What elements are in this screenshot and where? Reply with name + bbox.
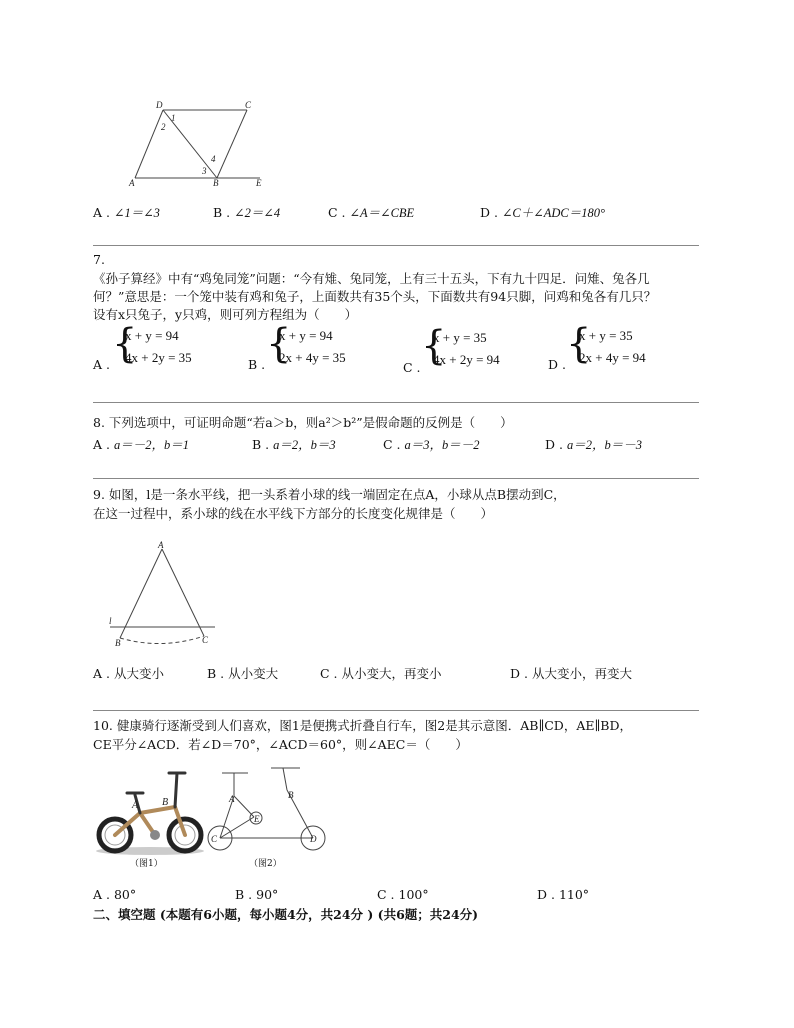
q8-option-b[interactable]: B . a＝2，b＝3 (252, 437, 336, 452)
q10-fig2-label-E: E (254, 814, 260, 824)
q7-d-eq1: x + y = 35 (579, 328, 633, 343)
q6-label-1: 1 (171, 113, 176, 123)
q7-b-eq1: x + y = 94 (279, 328, 333, 343)
q6-label-4: 4 (211, 154, 216, 164)
q7-stem-line2: 何？”意思是：一个笼中装有鸡和兔子，上面数共有35个头，下面数共有94只脚，问鸡和兔各有几只？ (93, 289, 657, 304)
q9-label-C: C (202, 635, 209, 645)
q9-label-l: l (109, 616, 112, 626)
q6-label-E: E (256, 178, 262, 188)
q10-fig2-caption: （图2） (249, 859, 282, 869)
q9-option-b[interactable]: B . 从小变大 (207, 666, 279, 681)
q10-fig1-caption: （图1） (130, 859, 163, 869)
q7-d-eq2: 2x + 4y = 94 (579, 350, 646, 365)
divider-q8-q9 (93, 478, 699, 479)
q6-parallelogram-figure (125, 100, 275, 190)
q10-fig2-label-B: B (288, 790, 294, 800)
q10-schematic-figure (203, 768, 328, 860)
q10-stem-line1: 10. 健康骑行逐渐受到人们喜欢，图1是便携式折叠自行车，图2是其示意图．AB∥CD，AE∥BD， (93, 718, 632, 733)
q6-option-c[interactable]: C . ∠A＝∠CBE (328, 205, 415, 220)
q6-label-3: 3 (202, 166, 207, 176)
q10-fig1-label-B: B (162, 797, 169, 808)
q7-a-eq2: 4x + 2y = 35 (125, 350, 192, 365)
section-2-heading: 二、填空题 (本题有6小题，每小题4分，共24分 ) (共6题；共24分) (93, 907, 479, 922)
q9-label-B: B (115, 638, 121, 648)
q10-fig2-label-A: A (229, 794, 235, 804)
q10-option-d[interactable]: D . 110° (537, 887, 590, 902)
q7-b-eq2: 2x + 4y = 35 (279, 350, 346, 365)
q6-option-d[interactable]: D . ∠C＋∠ADC＝180° (480, 205, 605, 220)
q10-fig2-label-D: D (310, 834, 317, 844)
q7-stem-line3: 设有x只兔子，y只鸡，则可列方程组为（ ） (93, 307, 358, 322)
q8-stem: 8. 下列选项中，可证明命题“若a＞b，则a²＞b²”是假命题的反例是（ ） (93, 415, 513, 430)
q8-option-d[interactable]: D . a＝2，b＝－3 (545, 437, 642, 452)
q6-label-B: B (213, 178, 219, 188)
q7-c-eq1: x + y = 35 (433, 330, 487, 345)
q7-c-eq2: 4x + 2y = 94 (433, 352, 500, 367)
q7-stem-line1: 《孙子算经》中有“鸡兔同笼”问题：“今有雉、兔同笼，上有三十五头，下有九十四足．问雉、兔各几 (93, 271, 650, 286)
q10-option-a[interactable]: A . 80° (93, 887, 137, 902)
q6-option-b[interactable]: B . ∠2＝∠4 (213, 205, 281, 220)
q8-option-c[interactable]: C . a＝3，b＝－2 (383, 437, 480, 452)
q10-stem-line2: CE平分∠ACD．若∠D＝70°，∠ACD＝60°，则∠AEC＝（ ） (93, 737, 468, 752)
q9-option-a[interactable]: A . 从大变小 (93, 666, 164, 681)
q9-option-d[interactable]: D . 从大变小，再变大 (510, 666, 632, 681)
q9-label-A: A (158, 540, 164, 550)
q9-stem-line2: 在这一过程中，系小球的线在水平线下方部分的长度变化规律是（ ） (93, 506, 494, 521)
q6-label-2: 2 (161, 122, 166, 132)
q10-option-b[interactable]: B . 90° (235, 887, 279, 902)
q10-option-c[interactable]: C . 100° (377, 887, 429, 902)
q10-fig1-label-A: A (132, 800, 139, 811)
q9-stem-line1: 9. 如图，l是一条水平线，把一头系着小球的线一端固定在点A，小球从点B摆动到C， (93, 487, 566, 502)
q6-option-a[interactable]: A . ∠1＝∠3 (93, 205, 160, 220)
divider-q6-q7 (93, 245, 699, 246)
q8-option-a[interactable]: A . a＝－2，b＝1 (93, 437, 189, 452)
q7-a-eq1: x + y = 94 (125, 328, 179, 343)
q9-pendulum-figure (105, 540, 220, 648)
q6-label-C: C (245, 100, 252, 110)
q6-label-A: A (129, 178, 135, 188)
q10-bike-photo (95, 765, 205, 870)
q10-fig2-label-C: C (211, 834, 218, 844)
divider-q9-q10 (93, 710, 699, 711)
q9-option-c[interactable]: C . 从小变大，再变小 (320, 666, 442, 681)
divider-q7-q8 (93, 402, 699, 403)
q7-number: 7. (93, 252, 105, 267)
q6-label-D: D (156, 100, 163, 110)
